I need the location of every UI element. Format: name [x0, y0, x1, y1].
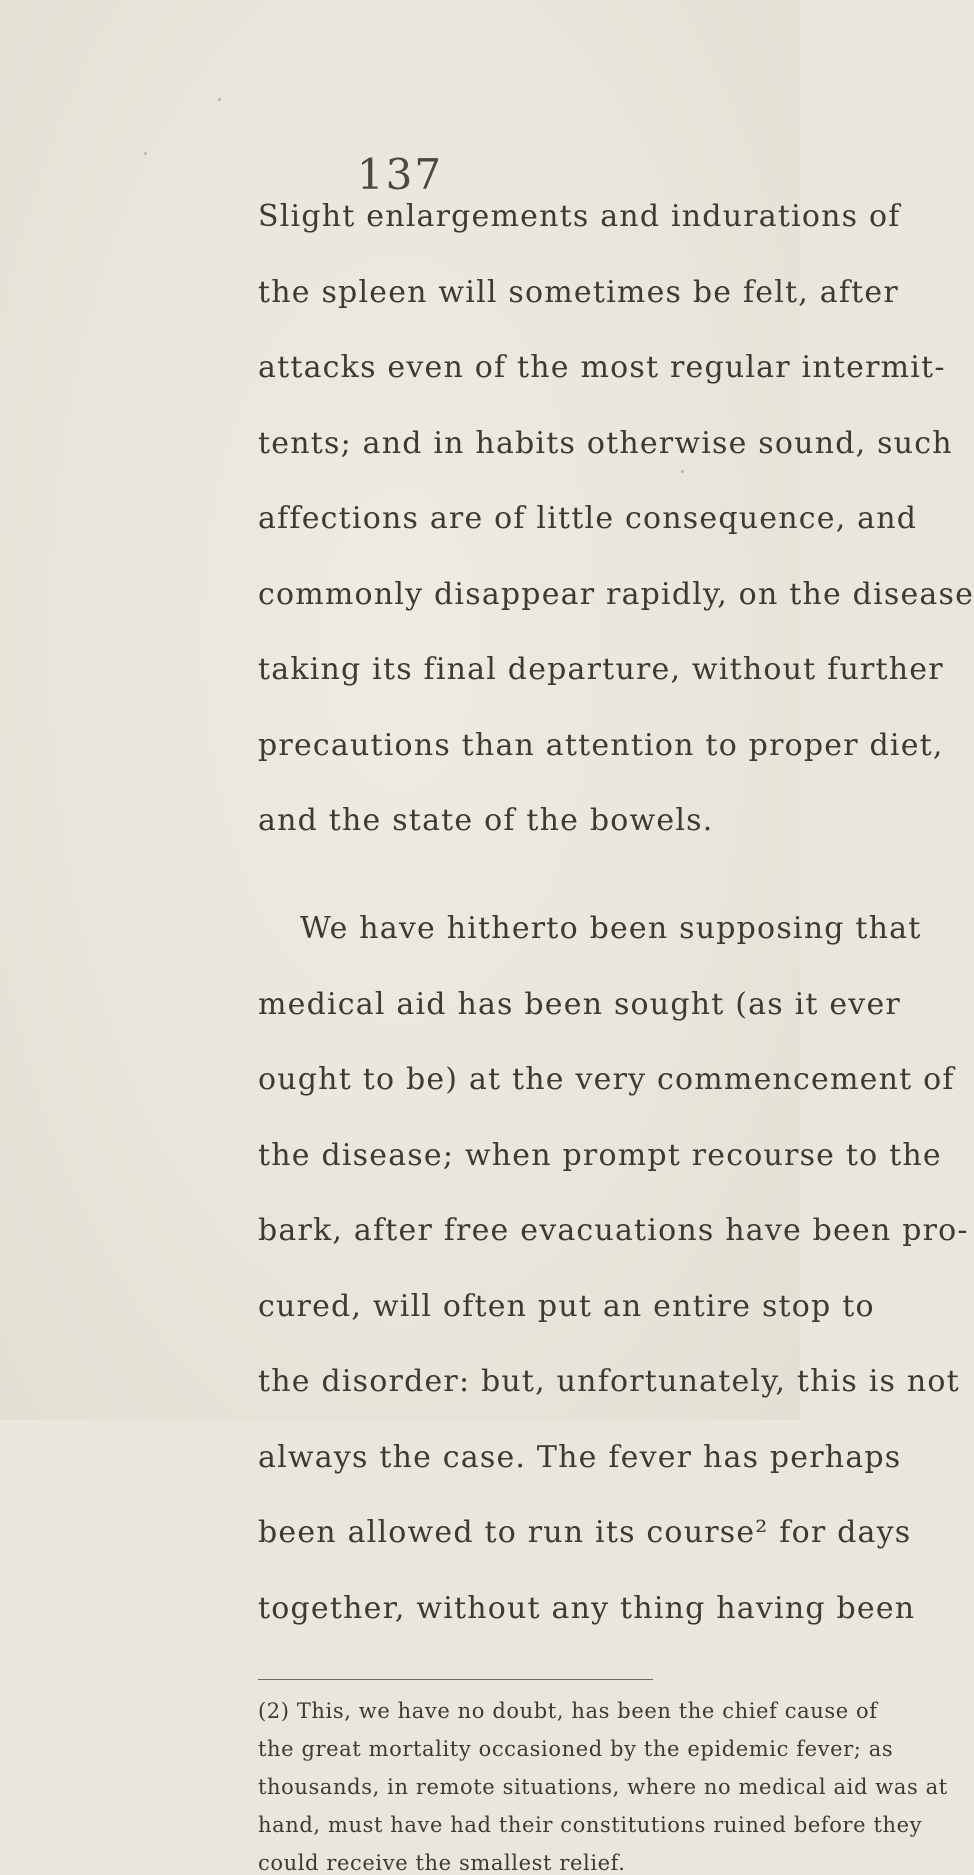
text-line: together, without any thing having been: [258, 1590, 916, 1626]
footnote-line: the great mortality occasioned by the epidemic fever; as: [258, 1736, 894, 1761]
footnote-line: hand, must have had their constitutions ruined before they: [258, 1812, 923, 1837]
text-line: attacks even of the most regular intermit-: [258, 350, 946, 385]
text-line: bark, after free evacuations have been pro-: [258, 1213, 969, 1248]
footnote-divider: [258, 1679, 653, 1680]
text-line: tents; and in habits otherwise sound, such: [258, 426, 953, 461]
text-line: affections are of little consequence, and: [258, 501, 918, 536]
text-line: precautions than attention to proper diet,: [258, 728, 944, 763]
text-line: commonly disappear rapidly, on the disease: [258, 577, 974, 612]
text-line: medical aid has been sought (as it ever: [258, 986, 901, 1022]
footnote-line: thousands, in remote situations, where no medical aid was at: [258, 1774, 948, 1799]
page-number: 137: [356, 150, 444, 199]
text-line: the disorder: but, unfortunately, this is not: [258, 1364, 960, 1399]
text-line: been allowed to run its course² for days: [258, 1515, 912, 1550]
text-line: We have hitherto been supposing that: [300, 911, 922, 946]
footnote-line: could receive the smallest relief.: [258, 1850, 626, 1875]
text-line: the disease; when prompt recourse to the: [258, 1137, 942, 1173]
paper-speck: [144, 152, 147, 155]
text-line: ought to be) at the very commencement of: [258, 1062, 955, 1097]
paper-speck: [681, 470, 684, 473]
text-line: Slight enlargements and indurations of: [258, 199, 901, 234]
text-line: and the state of the bowels.: [258, 803, 714, 838]
footnote-line: (2) This, we have no doubt, has been the chief cause of: [258, 1698, 878, 1723]
text-line: cured, will often put an entire stop to: [258, 1288, 875, 1324]
paper-speck: [218, 98, 221, 101]
text-line: always the case. The fever has perhaps: [258, 1439, 902, 1475]
text-line: the spleen will sometimes be felt, after: [258, 275, 899, 310]
text-line: taking its final departure, without further: [258, 652, 944, 687]
